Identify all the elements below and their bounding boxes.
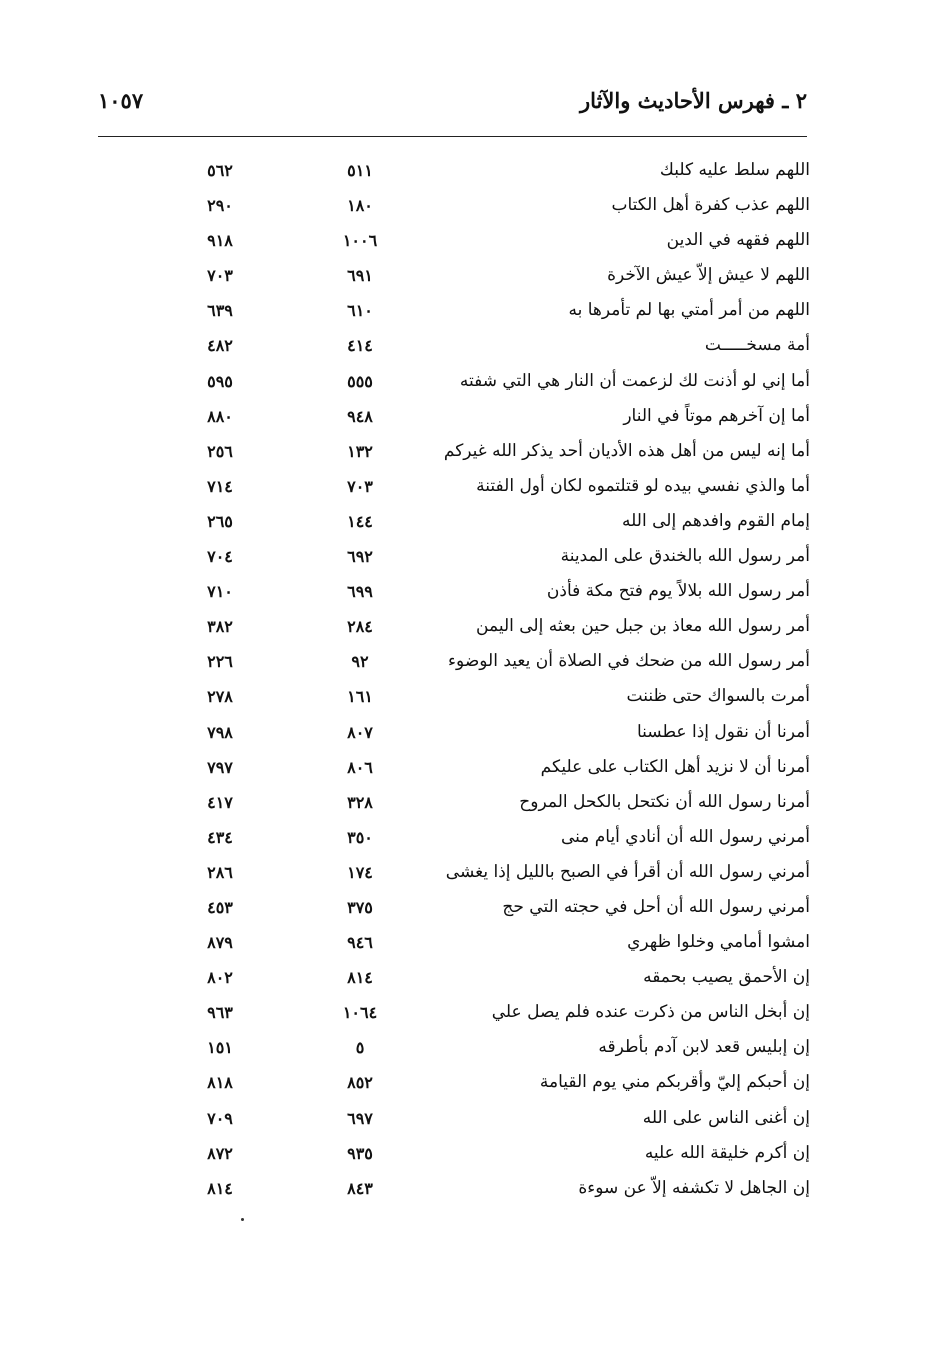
hadith-entry-text: أمر رسول الله معاذ بن جبل حين بعثه إلى اليمن	[476, 616, 810, 637]
index-row	[180, 788, 810, 823]
reference-number-primary: ٥	[355, 1038, 365, 1058]
reference-number-secondary: ٢٨٦	[207, 862, 233, 882]
index-row	[180, 1104, 810, 1139]
reference-number-primary: ٨٠٧	[347, 722, 373, 742]
hadith-entry-text: أمرني رسول الله أن أقرأ في الصبح بالليل إذا يغشى	[445, 861, 810, 882]
index-row	[180, 928, 810, 963]
reference-number-secondary: ٧٩٨	[207, 722, 233, 742]
reference-number-secondary: ٨١٤	[207, 1178, 233, 1198]
reference-number-primary: ٩٤٦	[347, 933, 373, 953]
reference-number-secondary: ٧١٤	[207, 476, 233, 496]
reference-number-primary: ٦٩٧	[347, 1108, 373, 1128]
reference-number-secondary: ٢٢٦	[207, 652, 233, 672]
reference-number-primary: ٧٠٣	[347, 476, 373, 496]
reference-number-secondary: ٧٠٤	[207, 547, 233, 567]
index-row	[180, 753, 810, 788]
reference-number-primary: ٦٩١	[347, 266, 373, 286]
hadith-entry-text: إن الأحمق يصيب بحمقه	[643, 967, 810, 988]
hadith-entry-text: اللهم عذب كفرة أهل الكتاب	[611, 195, 810, 216]
index-row	[180, 226, 810, 261]
hadith-entry-text: امشوا أمامي وخلوا ظهري	[627, 932, 810, 953]
reference-number-secondary: ٢٧٨	[207, 687, 233, 707]
hadith-entry-text: أمرنا أن نقول إذا عطسنا	[637, 721, 810, 742]
reference-number-secondary: ٩٦٣	[207, 1003, 233, 1023]
reference-number-secondary: ٤٨٢	[207, 336, 233, 356]
reference-number-primary: ١٣٢	[347, 441, 373, 461]
reference-number-primary: ٩٢	[351, 652, 369, 672]
reference-number-primary: ١٨٠	[347, 196, 373, 216]
index-row	[180, 577, 810, 612]
reference-number-secondary: ٨٨٠	[207, 406, 233, 426]
hadith-entry-text: أما والذي نفسي بيده لو قتلتموه لكان أول الفتنة	[476, 475, 810, 496]
reference-number-primary: ٦١٠	[347, 301, 373, 321]
reference-number-secondary: ٨٠٢	[207, 968, 233, 988]
index-row	[180, 367, 810, 402]
index-row	[180, 472, 810, 507]
index-row	[180, 542, 810, 577]
hadith-entry-text: أمرني رسول الله أن أحل في حجته التي حج	[502, 896, 810, 917]
hadith-entry-text: أمر رسول الله بلالاً يوم فتح مكة فأذن	[546, 581, 810, 602]
hadith-entry-text: إن أحبكم إليّ وأقربكم مني يوم القيامة	[539, 1072, 810, 1093]
reference-number-secondary: ٧٠٣	[207, 266, 233, 286]
reference-number-primary: ٥٥٥	[347, 371, 373, 391]
reference-number-primary: ١٠٦٤	[342, 1003, 378, 1023]
hadith-entry-text: أمرني رسول الله أن أنادي أيام منى	[560, 826, 810, 847]
hadith-entry-text: أما إنه ليس من أهل هذه الأديان أحد يذكر الله غيركم	[443, 440, 810, 461]
hadith-entry-text: أما إني لو أذنت لك لزعمت أن النار هي التي شفته	[459, 370, 810, 391]
page-number: ١٠٥٧	[98, 88, 144, 113]
reference-number-primary: ١٦١	[347, 687, 373, 707]
reference-number-secondary: ٥٦٢	[207, 161, 233, 180]
index-row	[180, 437, 810, 472]
reference-number-primary: ٣٢٨	[347, 792, 373, 812]
hadith-entry-text: إمام القوم وافدهم إلى الله	[622, 510, 810, 531]
reference-number-secondary: ٩١٨	[207, 231, 233, 251]
reference-number-secondary: ٦٣٩	[207, 301, 233, 321]
index-row	[180, 823, 810, 858]
running-title: ٢ ـ فهرس الأحاديث والآثار	[580, 88, 807, 113]
hadith-entry-text: أمر رسول الله من ضحك في الصلاة أن يعيد الوضوء	[448, 651, 810, 672]
reference-number-secondary: ٢٥٦	[207, 441, 233, 461]
reference-number-secondary: ٢٦٥	[207, 511, 233, 531]
index-row	[180, 963, 810, 998]
hadith-entry-text: أمة مسخـــــت	[704, 335, 810, 356]
reference-number-secondary: ٨١٨	[207, 1073, 233, 1093]
hadith-entry-text: أما إن آخرهم موتاً في النار	[623, 405, 810, 426]
page-header	[98, 82, 807, 126]
reference-number-primary: ٨٤٣	[347, 1178, 373, 1198]
index-row	[180, 331, 810, 366]
reference-number-primary: ٩٣٥	[347, 1143, 373, 1163]
index-row	[180, 402, 810, 437]
reference-number-primary: ٦٩٢	[347, 547, 373, 567]
index-row	[180, 858, 810, 893]
index-row	[180, 893, 810, 928]
reference-number-secondary: ٨٧٩	[207, 933, 233, 953]
index-row	[180, 647, 810, 682]
reference-number-secondary: ٧١٠	[207, 582, 233, 602]
hadith-entry-text: إن أغنى الناس على الله	[642, 1107, 810, 1128]
hadith-entry-text: اللهم فقهه في الدين	[666, 230, 810, 251]
hadith-entry-text: إن أبخل الناس من ذكرت عنده فلم يصل علي	[491, 1002, 810, 1023]
reference-number-secondary: ٧٩٧	[207, 757, 233, 777]
reference-number-primary: ١٤٤	[347, 511, 373, 531]
hadith-entry-text: إن أكرم خليقة الله عليه	[644, 1142, 810, 1163]
index-row	[180, 682, 810, 717]
reference-number-primary: ١٧٤	[347, 862, 373, 882]
hadith-entry-text: أمرت بالسواك حتى ظننت	[626, 686, 810, 707]
reference-number-secondary: ٤٥٣	[207, 897, 233, 917]
reference-number-secondary: ٤١٧	[207, 792, 233, 812]
reference-number-secondary: ١٥١	[207, 1038, 233, 1058]
reference-number-secondary: ٣٨٢	[207, 617, 233, 637]
reference-number-secondary: ٥٩٥	[207, 371, 233, 391]
reference-number-primary: ٤١٤	[347, 336, 373, 356]
index-row	[180, 1068, 810, 1103]
reference-number-primary: ٨١٤	[347, 968, 373, 988]
hadith-entry-text: أمرنا أن لا نزيد أهل الكتاب على عليكم	[540, 756, 810, 777]
reference-number-primary: ٨٠٦	[347, 757, 373, 777]
index-row	[180, 1174, 810, 1209]
index-row	[180, 191, 810, 226]
header-rule	[98, 136, 807, 137]
hadith-entry-text: أمر رسول الله بالخندق على المدينة	[560, 546, 810, 567]
reference-number-primary: ٩٤٨	[347, 406, 373, 426]
index-row	[180, 296, 810, 331]
index-row	[180, 156, 810, 191]
index-row	[180, 998, 810, 1033]
reference-number-primary: ٢٨٤	[347, 617, 373, 637]
index-row	[180, 1033, 810, 1068]
hadith-entry-text: اللهم سلط عليه كلبك	[659, 160, 810, 180]
reference-number-primary: ٣٥٠	[347, 827, 373, 847]
hadith-entry-text: إن إبليس قعد لابن آدم بأطرقه	[598, 1037, 810, 1058]
index-row	[180, 612, 810, 647]
reference-number-primary: ٨٥٢	[347, 1073, 373, 1093]
reference-number-secondary: ٢٩٠	[207, 196, 233, 216]
hadith-index-table	[180, 156, 810, 1209]
print-speck	[241, 1218, 244, 1221]
reference-number-primary: ٣٧٥	[347, 897, 373, 917]
index-row	[180, 1139, 810, 1174]
reference-number-secondary: ٧٠٩	[207, 1108, 233, 1128]
hadith-entry-text: إن الجاهل لا تكشفه إلاّ عن سوءة	[578, 1177, 810, 1198]
reference-number-primary: ٦٩٩	[347, 582, 373, 602]
hadith-entry-text: أمرنا رسول الله أن نكتحل بالكحل المروح	[519, 791, 810, 812]
index-row	[180, 261, 810, 296]
reference-number-secondary: ٤٣٤	[207, 827, 233, 847]
reference-number-primary: ٥١١	[347, 161, 373, 180]
index-row	[180, 507, 810, 542]
reference-number-secondary: ٨٧٢	[207, 1143, 233, 1163]
reference-number-primary: ١٠٠٦	[342, 231, 378, 251]
hadith-entry-text: اللهم لا عيش إلاّ عيش الآخرة	[607, 265, 810, 286]
hadith-entry-text: اللهم من أمر أمتي بها لم تأمرها به	[568, 300, 810, 321]
index-row	[180, 718, 810, 753]
